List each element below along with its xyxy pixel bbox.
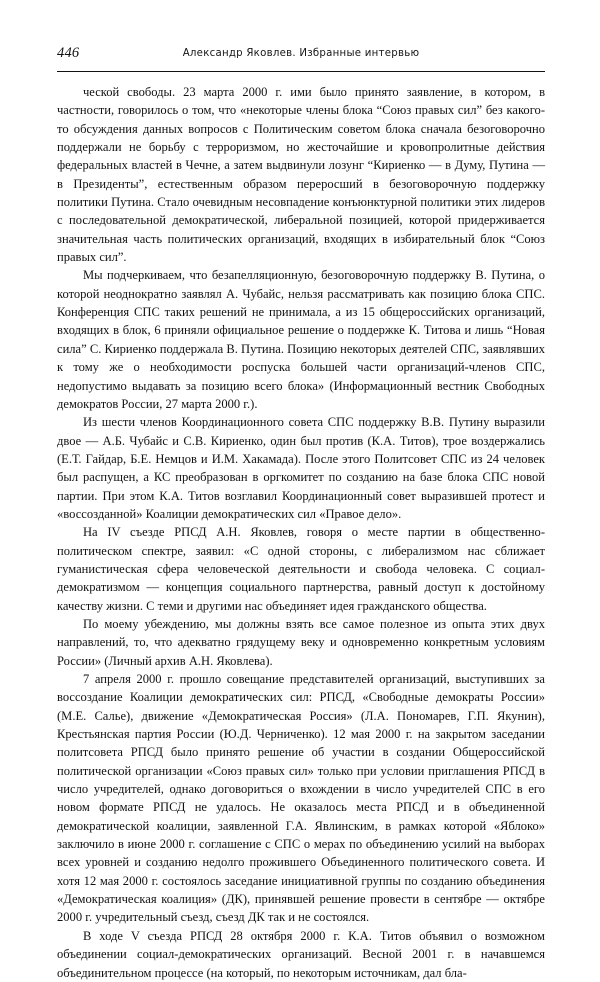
header-divider-rule (57, 71, 545, 72)
paragraph: По моему убеждению, мы должны взять все самое полезное из опыта этих двух направлений, то, что адекватно грядущему веку и одновременно конкретным условиям России» (Личный архив А.Н. Яковлева). (57, 616, 545, 668)
paragraph: Мы подчеркиваем, что безапелляционную, безоговорочную поддержку В. Путина, о которой неоднократно заявлял А. Чубайс, нельзя рассматривать как позицию блока СПС. Конференция СПС таких решений не принимала, а из 15 общероссийских организаций, входящих в блок, 6 приняли официальное решение о поддержке К. Титова и лишь “Новая сила” С. Кириенко поддержала В. Путина. Позицию некоторых деятелей СПС, заявлявших к тому же о необходимости роспуска большей части организаций-членов СПС, недопустимо выдавать за позицию всего блока» (Информационный вестник Свободных демократов России, 27 марта 2000 г.). (57, 268, 545, 411)
body-text-column (57, 83, 545, 982)
paragraph: В ходе V съезда РПСД 28 октября 2000 г. К.А. Титов объявил о возможном объединении социал-демократических организаций. Весной 2001 г. в начавшемся объединительном процессе (на который, по некоторым источникам, дал бла- (57, 928, 545, 980)
paragraph: ческой свободы. 23 марта 2000 г. ими было принято заявление, в котором, в частности, говорилось о том, что «некоторые члены блока “Союз правых сил” без какого-то обсуждения данных вопросов с Политическим советом блока сначала безоговорочно поддержали не борьбу с терроризмом, но жесточайшие и кровопролитные действия федеральных властей в Чечне, а затем выдвинули лозунг “Кириенко — в Думу, Путина — в Президенты”, естественным образом переросший в безоговорочную поддержку политики Путина. Стало очевидным несовпадение конъюнктурной политики этих лидеров с последовательной демократической, либеральной позицией, которой придерживается значительная часть политических организаций, входящих в избирательный блок “Союз правых сил”. (57, 85, 545, 265)
page-number: 446 (57, 45, 80, 61)
paragraph: На IV съезде РПСД А.Н. Яковлев, говоря о месте партии в общественно-политическом спектре, заявил: «С одной стороны, с либерализмом нас сближает гуманистическая сфера человеческой деятельности и свобода человека. С социал-демократизмом — концепция социального партнерства, равный доступ к достойному качеству жизни. С теми и другими нас объединяет идея гражданского общества. (57, 525, 545, 613)
running-head-title: Александр Яковлев. Избранные интервью (182, 48, 420, 59)
running-head (57, 46, 545, 66)
page-content-frame (57, 46, 545, 982)
paragraph: 7 апреля 2000 г. прошло совещание представителей организаций, выступивших за воссоздание Коалиции демократических сил: РПСД, «Свободные демократы России» (М.Е. Салье), движение «Демократическая Россия» (Л.А. Пономарев, Г.П. Якунин), Крестьянская партия России (Ю.Д. Черниченко). 12 мая 2000 г. на закрытом заседании политсовета РПСД было принято решение об участии в создании Общероссийской политической организации «Союз правых сил» только при условии приглашения РПСД в число учредителей, однако договориться о вхождении в число учредителей СПС в его новом формате РПСД не удалось. Не оказалось места РПСД и в объединенной демократической коалиции, заявленной Г.А. Явлинским, в рамках которой «Яблоко» заключило в июне 2000 г. соглашение с СПС о мерах по объединению усилий на выборах всех уровней и созданию недолго прожившего Объединенного политического совета. И хотя 12 мая 2000 г. состоялось заседание инициативной группы по созданию объединения «Демократическая коалиция» (ДК), принявшей решение провести в сентябре — октябре 2000 г. учредительный съезд, съезд ДК так и не состоялся. (57, 672, 545, 925)
paragraph: Из шести членов Координационного совета СПС поддержку В.В. Путину выразили двое — А.Б. Чубайс и С.В. Кириенко, один был против (К.А. Титов), трое воздержались (Е.Т. Гайдар, Б.Е. Немцов и И.М. Хакамада). После этого Политсовет СПС из 24 человек был распущен, а КС преобразован в оргкомитет по созданию на базе блока СПС новой партии. При этом К.А. Титов возглавил Координационный совет выразившей протест и «воссозданной» Коалиции демократических сил «Правое дело». (57, 415, 545, 521)
